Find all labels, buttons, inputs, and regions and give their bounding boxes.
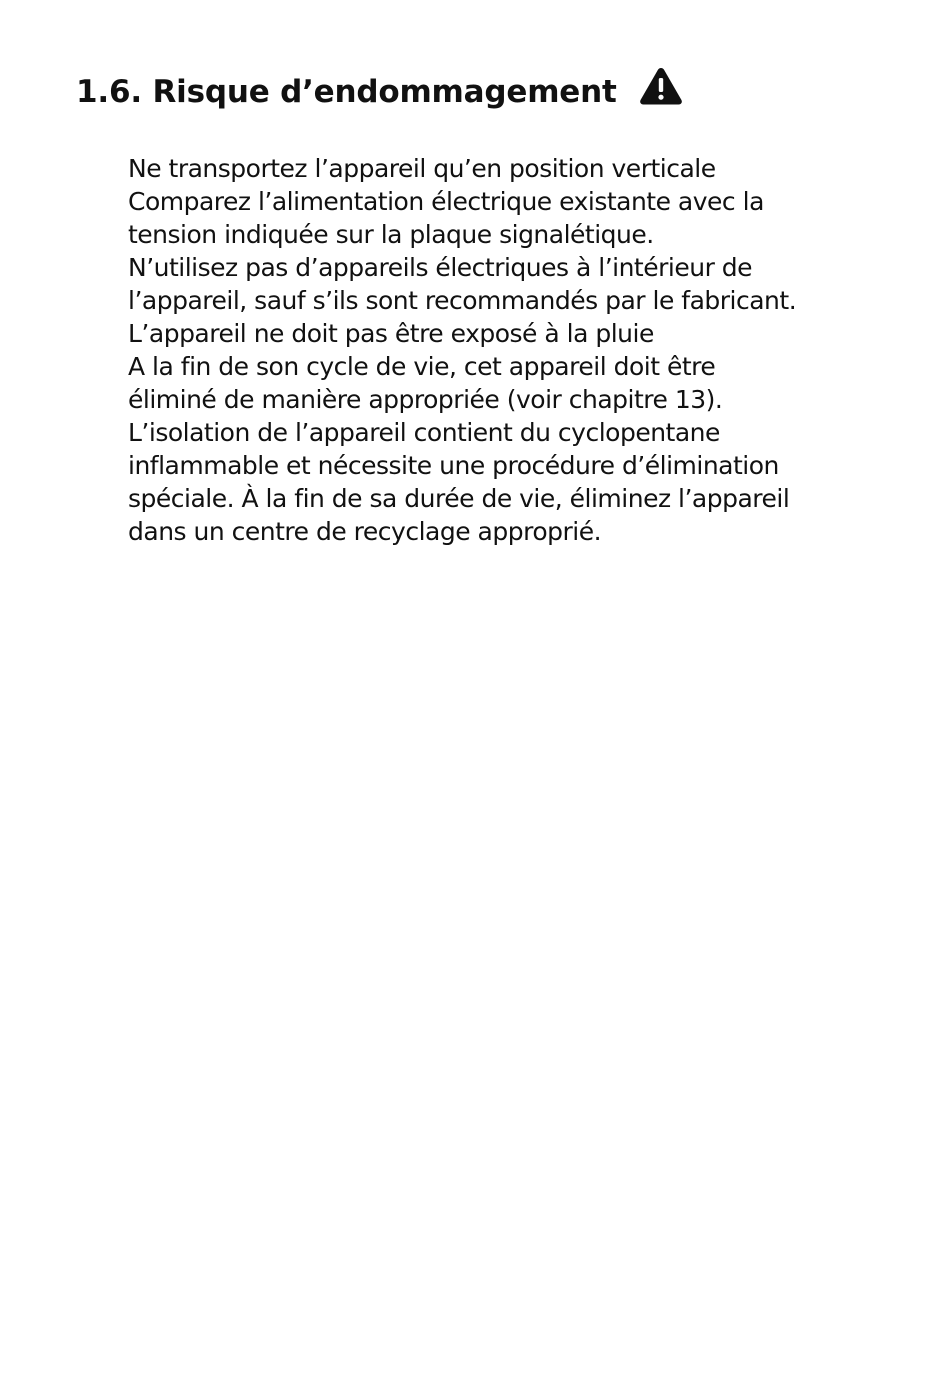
text-line: tension indiquée sur la plaque signalétique. (128, 220, 654, 249)
text-line: L’isolation de l’appareil contient du cyclopentane (128, 418, 720, 447)
text-line: Comparez l’alimentation électrique existante avec la (128, 187, 764, 216)
text-line: spéciale. À la fin de sa durée de vie, éliminez l’appareil (128, 484, 790, 513)
text-line: l’appareil, sauf s’ils sont recommandés par le fabricant. (128, 286, 797, 315)
text-line: N’utilisez pas d’appareils électriques à l’intérieur de (128, 253, 753, 282)
text-line: Ne transportez l’appareil qu’en position verticale (128, 154, 716, 183)
section-header (76, 62, 683, 122)
warning-icon (639, 66, 683, 106)
text-line: L’appareil ne doit pas être exposé à la pluie (128, 319, 654, 348)
warning-paragraph (128, 152, 888, 548)
text-line: éliminé de manière appropriée (voir chapitre 13). (128, 385, 723, 414)
section-title: 1.6. Risque d’endommagement (76, 74, 617, 110)
text-line: A la fin de son cycle de vie, cet appareil doit être (128, 352, 716, 381)
text-line: inflammable et nécessite une procédure d’élimination (128, 451, 779, 480)
text-line: dans un centre de recyclage approprié. (128, 517, 602, 546)
